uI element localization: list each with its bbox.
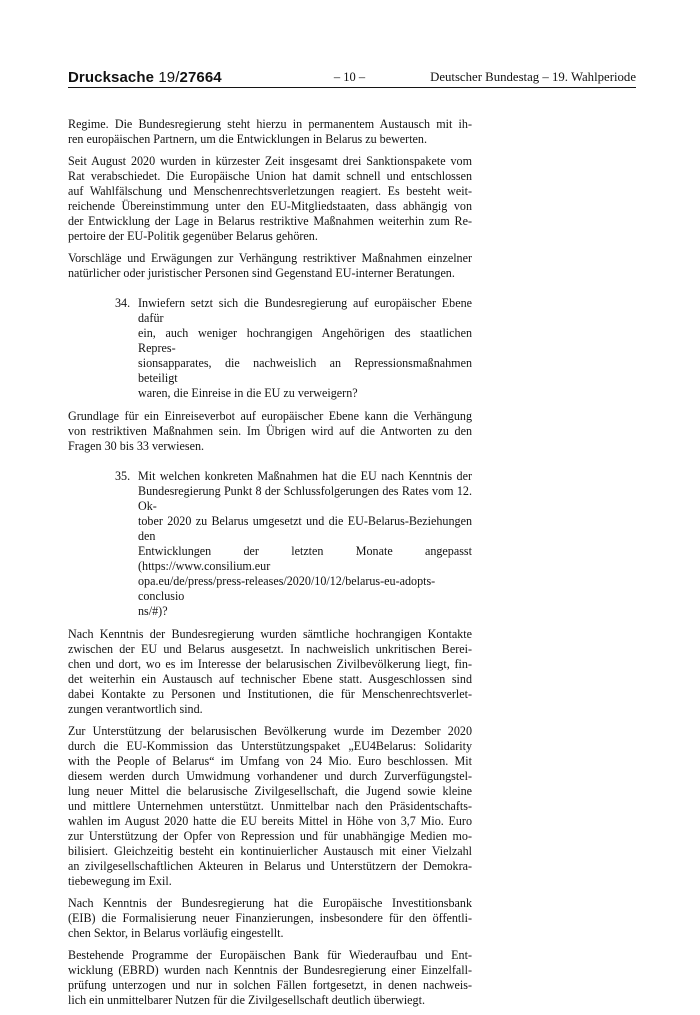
text-line: lich ein unmittelbarer Nutzen für die Zivilgesellschaft deutlich überwiegt. [68, 993, 425, 1007]
paragraph [68, 724, 472, 889]
text-line: auf Wahlfälschung und Menschenrechtsverletzungen reagiert. Es besteht weit- [68, 184, 472, 198]
question-block [68, 469, 472, 619]
paragraph [68, 117, 472, 147]
text-line: zur Unterstützung der Opfer von Repression und für unabhängige Medien mo- [68, 829, 472, 843]
text-line: ren europäischen Partnern, um die Entwicklungen in Belarus zu bewerten. [68, 132, 427, 146]
text-line: Nach Kenntnis der Bundesregierung wurden sämtliche hochrangigen Kontakte [68, 627, 472, 641]
question-number: 34. [115, 296, 131, 310]
text-line: Zur Unterstützung der belarusischen Bevölkerung wurde im Dezember 2020 [68, 724, 472, 738]
paragraph [68, 896, 472, 941]
text-line: waren, die Einreise in die EU zu verweigern? [138, 386, 358, 400]
text-line: Inwiefern setzt sich die Bundesregierung auf europäischer Ebene dafür [138, 296, 472, 325]
text-line: reichende Übereinstimmung unter den EU-Mitgliedstaaten, dass abhängig von [68, 199, 472, 213]
text-line: wahlen im August 2020 hatte die EU bereits Mittel in Höhe von 3,7 Mio. Euro [68, 814, 472, 828]
text-line: durch die EU-Kommission das Unterstützungspaket „EU4Belarus: Solidarity [68, 739, 472, 753]
text-line: det weiterhin ein Austausch auf technischer Ebene statt. Ausgeschlossen sind [68, 672, 472, 686]
text-line: Fragen 30 bis 33 verwiesen. [68, 439, 205, 453]
text-line: ns/#)? [138, 604, 168, 618]
text-line: der Entwicklung der Lage in Belarus restriktive Maßnahmen weiterhin zum Re- [68, 214, 472, 228]
text-line: diesem werden durch Umwidmung vorhandener und durch Zurverfügungstel- [68, 769, 472, 783]
question-block [68, 296, 472, 401]
text-line: Bundesregierung Punkt 8 der Schlussfolgerungen des Rates vom 12. Ok- [138, 484, 472, 513]
paragraph [68, 627, 472, 717]
text-line: natürlicher oder juristischer Personen sind Gegenstand EU-interner Beratungen. [68, 266, 455, 280]
text-line: zwischen der EU und Belarus ausgesetzt. In nachweislich unkritischen Berei- [68, 642, 472, 656]
text-line: zungen verantwortlich sind. [68, 702, 203, 716]
text-line: tiebewegung im Exil. [68, 874, 172, 888]
text-line: Regime. Die Bundesregierung steht hierzu in permanentem Austausch mit ih- [68, 117, 472, 131]
text-line: Entwicklungen der letzten Monate angepasst (https://www.consilium.eur [138, 544, 472, 573]
paragraph [68, 948, 472, 1008]
text-line: Bestehende Programme der Europäischen Bank für Wiederaufbau und Ent- [68, 948, 472, 962]
text-line: with the People of Belarus“ im Umfang von 24 Mio. Euro beschlossen. Mit [68, 754, 472, 768]
text-line: ein, auch weniger hochrangigen Angehörigen des staatlichen Repres- [138, 326, 472, 355]
text-line: pertoire der EU-Politik gegenüber Belarus gehören. [68, 229, 318, 243]
text-line: dabei Kontakte zu Personen und Institutionen, die für Menschenrechtsverlet- [68, 687, 472, 701]
doc-label: Drucksache [68, 69, 155, 86]
question-number: 35. [115, 469, 131, 483]
text-line: wicklung (EBRD) wurden nach Kenntnis der Bundesregierung einer Einzelfall- [68, 963, 472, 977]
text-line: an zivilgesellschaftlichen Akteuren in Belarus und Unterstützern der Demokra- [68, 859, 472, 873]
doc-number-prefix: 19/ [158, 69, 180, 86]
paragraph [68, 409, 472, 454]
doc-number [68, 69, 222, 86]
text-line: prüfung unterzogen und nur in solchen Fällen fortgesetzt, in denen nachweis- [68, 978, 472, 992]
legislature-title: Deutscher Bundestag – 19. Wahlperiode [430, 70, 636, 84]
text-line: chen Sektor, in Belarus vorläufig eingestellt. [68, 926, 284, 940]
text-line: Grundlage für ein Einreiseverbot auf europäischer Ebene kann die Verhängung [68, 409, 472, 423]
paragraph [68, 251, 472, 281]
text-line: lung neuer Mittel die belarusische Zivilgesellschaft, die Jugend sowie kleine [68, 784, 472, 798]
text-line: sionsapparates, die nachweislich an Repressionsmaßnahmen beteiligt [138, 356, 472, 385]
header-rule [68, 87, 636, 88]
text-line: und mittlere Unternehmen unterstützt. Unmittelbar nach den Präsidentschafts- [68, 799, 472, 813]
text-line: Vorschläge und Erwägungen zur Verhängung restriktiver Maßnahmen einzelner [68, 251, 472, 265]
text-line: Nach Kenntnis der Bundesregierung hat die Europäische Investitionsbank [68, 896, 472, 910]
text-line: (EIB) die Formalisierung neuer Finanzierungen, insbesondere für den öffentli- [68, 911, 472, 925]
text-line: tober 2020 zu Belarus umgesetzt und die EU-Belarus-Beziehungen den [138, 514, 472, 543]
text-line: Rat verabschiedet. Die Europäische Union hat damit schnell und entschlossen [68, 169, 472, 183]
question-text [138, 296, 472, 401]
page-number: – 10 – [333, 70, 366, 84]
text-line: opa.eu/de/press/press-releases/2020/10/12/belarus-eu-adopts-conclusio [138, 574, 436, 603]
text-line: bilisiert. Gleichzeitig besteht ein kontinuierlicher Austausch mit einer Vielzahl [68, 844, 472, 858]
doc-number-bold: 27664 [179, 69, 222, 86]
question-text [138, 469, 472, 619]
document-body [68, 117, 472, 1015]
page-header [68, 68, 636, 86]
text-line: Seit August 2020 wurden in kürzester Zeit insgesamt drei Sanktionspakete vom [68, 154, 472, 168]
text-line: Mit welchen konkreten Maßnahmen hat die EU nach Kenntnis der [138, 469, 472, 483]
paragraph [68, 154, 472, 244]
text-line: chen und dort, wo es im Interesse der belarusischen Zivilbevölkerung liegt, fin- [68, 657, 472, 671]
text-line: von restriktiven Maßnahmen sein. Im Übrigen wird auf die Antworten zu den [68, 424, 472, 438]
